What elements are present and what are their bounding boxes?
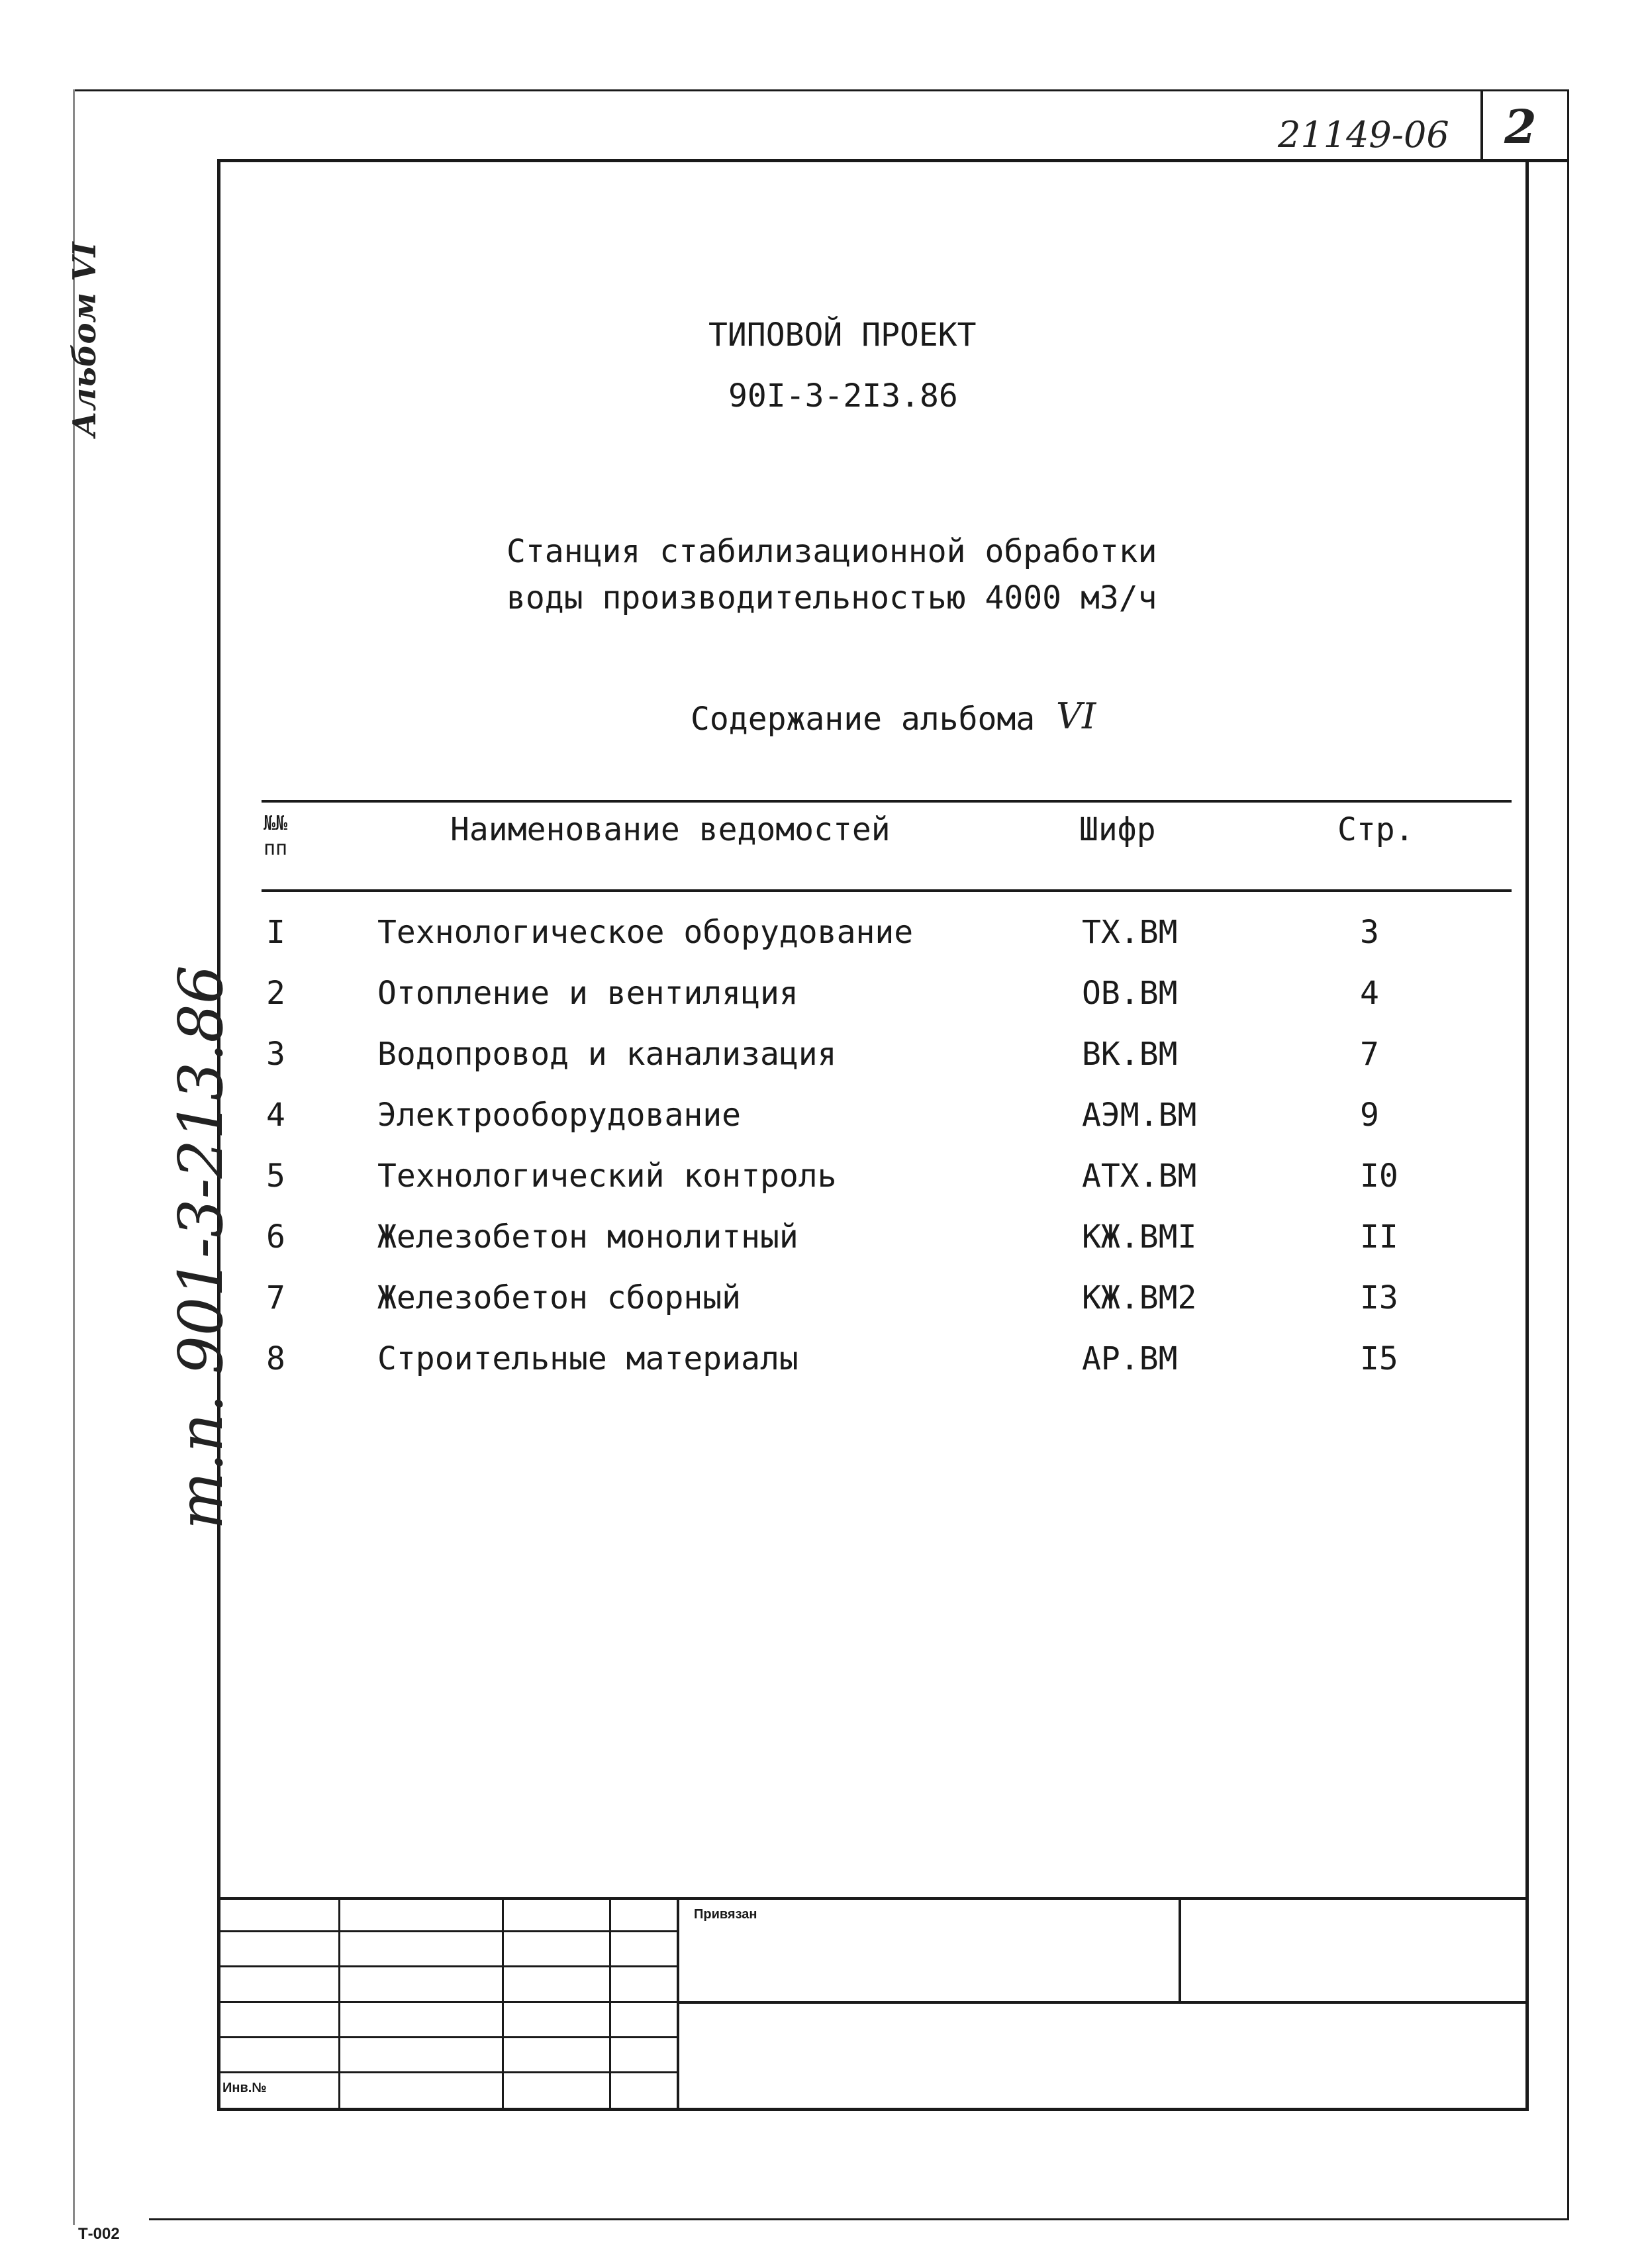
row-number: 4	[266, 1097, 285, 1134]
row-number: 5	[266, 1158, 285, 1195]
table-row	[0, 975, 1642, 1036]
row-number: I	[266, 914, 285, 951]
tb-hline-5	[217, 2071, 678, 2073]
row-page: I3	[1360, 1279, 1398, 1316]
inventory-number-label: Инв.№	[222, 2081, 267, 2095]
header-name: Наименование ведомостей	[450, 811, 891, 848]
tb-vline-2	[502, 1897, 504, 2109]
row-number: 7	[266, 1279, 285, 1316]
header-code: Шифр	[1079, 811, 1156, 848]
row-page: I0	[1360, 1158, 1398, 1195]
table-row	[0, 1279, 1642, 1340]
row-page: I5	[1360, 1340, 1398, 1377]
tb-vline-3	[609, 1897, 611, 2109]
subtitle-line-1: Станция стабилизационной обработки	[507, 533, 1157, 570]
row-number: 2	[266, 975, 285, 1012]
row-number: 3	[266, 1036, 285, 1073]
subtitle-line-2: воды производительностью 4000 м3/ч	[507, 579, 1157, 616]
table-row	[0, 1097, 1642, 1158]
row-code: ТХ.ВМ	[1082, 914, 1178, 951]
inner-frame-bottom	[217, 2108, 1529, 2111]
tb-hline-1	[217, 1930, 678, 1932]
row-code: КЖ.ВМ2	[1082, 1279, 1197, 1316]
project-code: 90I-3-2I3.86	[728, 377, 958, 415]
table-row	[0, 1340, 1642, 1401]
row-code: ВК.ВМ	[1082, 1036, 1178, 1073]
table-header-rule	[262, 889, 1512, 892]
row-number: 8	[266, 1340, 285, 1377]
album-number: VI	[1056, 695, 1096, 737]
row-name: Электрооборудование	[377, 1097, 742, 1134]
side-project-code: т.п. 901-3-213.86	[166, 965, 236, 1530]
row-name: Железобетон монолитный	[377, 1218, 798, 1256]
attached-label: Привязан	[694, 1907, 757, 1922]
table-row	[0, 914, 1642, 975]
row-name: Отопление и вентиляция	[377, 975, 798, 1012]
tb-hline-4	[217, 2036, 678, 2038]
contents-label: Содержание альбома	[691, 701, 1036, 738]
table-top-rule	[262, 800, 1512, 803]
title-block-top	[217, 1897, 1529, 1900]
row-name: Строительные материалы	[377, 1340, 798, 1377]
header-page: Стр.	[1337, 811, 1414, 848]
tb-hline-2	[217, 1965, 678, 1967]
stamp-box-divider	[1480, 89, 1483, 162]
table-row	[0, 1036, 1642, 1097]
row-code: АТХ.ВМ	[1082, 1158, 1197, 1195]
table-row	[0, 1158, 1642, 1218]
row-code: АЭМ.ВМ	[1082, 1097, 1197, 1134]
footer-form-code: Т-002	[78, 2225, 120, 2243]
header-number-line1: №№	[264, 812, 288, 835]
tb-vline-1	[338, 1897, 340, 2109]
row-number: 6	[266, 1218, 285, 1256]
header-number	[264, 811, 287, 862]
sheet-number-stamp: 21149-06	[1278, 114, 1449, 156]
row-code: ОВ.ВМ	[1082, 975, 1178, 1012]
row-code: КЖ.ВМI	[1082, 1218, 1197, 1256]
table-row	[0, 1218, 1642, 1279]
row-page: 9	[1360, 1097, 1379, 1134]
row-name: Технологический контроль	[377, 1158, 837, 1195]
tb-right-divider	[1179, 1897, 1181, 2003]
header-number-line2: пп	[264, 837, 288, 860]
page-number: 2	[1504, 99, 1537, 154]
row-page: 7	[1360, 1036, 1379, 1073]
row-code: АР.ВМ	[1082, 1340, 1178, 1377]
row-page: 3	[1360, 914, 1379, 951]
tb-right-hline	[677, 2001, 1529, 2004]
row-page: 4	[1360, 975, 1379, 1012]
row-page: II	[1360, 1218, 1398, 1256]
tb-hline-3	[217, 2001, 678, 2003]
inner-frame-top	[217, 159, 1569, 162]
row-name: Технологическое оборудование	[377, 914, 914, 951]
outer-frame-bottom	[149, 2218, 1569, 2220]
outer-frame-top	[73, 89, 1569, 91]
row-name: Водопровод и канализация	[377, 1036, 837, 1073]
side-album-label: Альбом VI	[66, 242, 103, 437]
document-title: ТИПОВОЙ ПРОЕКТ	[708, 317, 977, 354]
row-name: Железобетон сборный	[377, 1279, 742, 1316]
